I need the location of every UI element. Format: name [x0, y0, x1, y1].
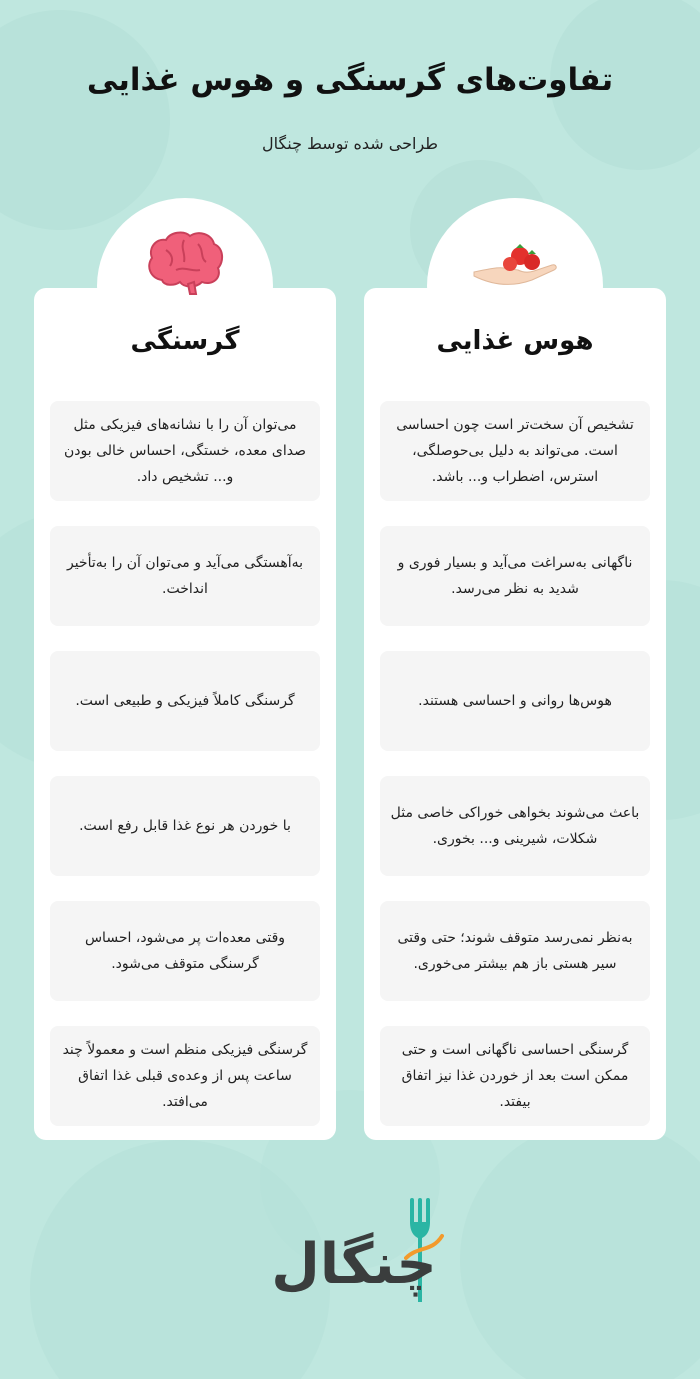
hunger-item-text: گرسنگی کاملاً فیزیکی و طبیعی است.	[75, 693, 295, 709]
page-title: تفاوت‌های گرسنگی و هوس غذایی	[86, 62, 614, 98]
craving-item	[380, 526, 650, 626]
craving-item-text: هوس‌ها روانی و احساسی هستند.	[418, 693, 612, 709]
hunger-item-text: گرسنگی فیزیکی منظم است و معمولاً چند ساعت پس از وعده‌ی قبلی غذا اتفاق می‌افتد.	[62, 1042, 308, 1110]
craving-item-text: ناگهانی به‌سراغت می‌آید و بسیار فوری و شدید به نظر می‌رسد.	[397, 555, 633, 597]
craving-item	[380, 901, 650, 1001]
craving-item	[380, 401, 650, 501]
page-subtitle: طراحی شده توسط چنگال	[261, 134, 439, 153]
craving-item-text: باعث می‌شوند بخواهی خوراکی خاصی مثل شکلات، شیرینی و... بخوری.	[390, 805, 640, 847]
craving-item	[380, 776, 650, 876]
hunger-item	[50, 901, 320, 1001]
craving-item-text: گرسنگی احساسی ناگهانی است و حتی ممکن است بعد از خوردن غذا نیز اتفاق بیفتد.	[401, 1042, 629, 1110]
hunger-item	[50, 1026, 320, 1126]
hand-strawberries-icon	[470, 240, 560, 292]
hunger-item-text: با خوردن هر نوع غذا قابل رفع است.	[79, 818, 291, 834]
craving-item-text: تشخیص آن سخت‌تر است چون احساسی است. می‌تواند به دلیل بی‌حوصلگی، استرس، اضطراب و... باشد.	[396, 417, 634, 485]
hunger-item	[50, 401, 320, 501]
craving-item	[380, 651, 650, 751]
logo-text: چنگال	[271, 1232, 437, 1297]
craving-card	[364, 288, 666, 1140]
hunger-item	[50, 651, 320, 751]
brain-icon	[144, 230, 226, 296]
craving-item-text: به‌نظر نمی‌رسد متوقف شوند؛ حتی وقتی سیر هستی باز هم بیشتر می‌خوری.	[397, 930, 633, 972]
hunger-item-text: به‌آهستگی می‌آید و می‌توان آن را به‌تأخیر انداخت.	[66, 555, 303, 597]
hunger-item	[50, 776, 320, 876]
hunger-card	[34, 288, 336, 1140]
hunger-item	[50, 526, 320, 626]
changal-logo	[224, 1192, 484, 1312]
craving-item	[380, 1026, 650, 1126]
hunger-item-text: می‌توان آن را با نشانه‌های فیزیکی مثل صدای معده، خستگی، احساس خالی بودن و... تشخیص داد.	[64, 417, 306, 485]
hunger-title: گرسنگی	[130, 326, 240, 356]
craving-title: هوس غذایی	[436, 326, 594, 356]
hunger-item-text: وقتی معده‌ات پر می‌شود، احساس گرسنگی متوقف می‌شود.	[84, 930, 286, 972]
